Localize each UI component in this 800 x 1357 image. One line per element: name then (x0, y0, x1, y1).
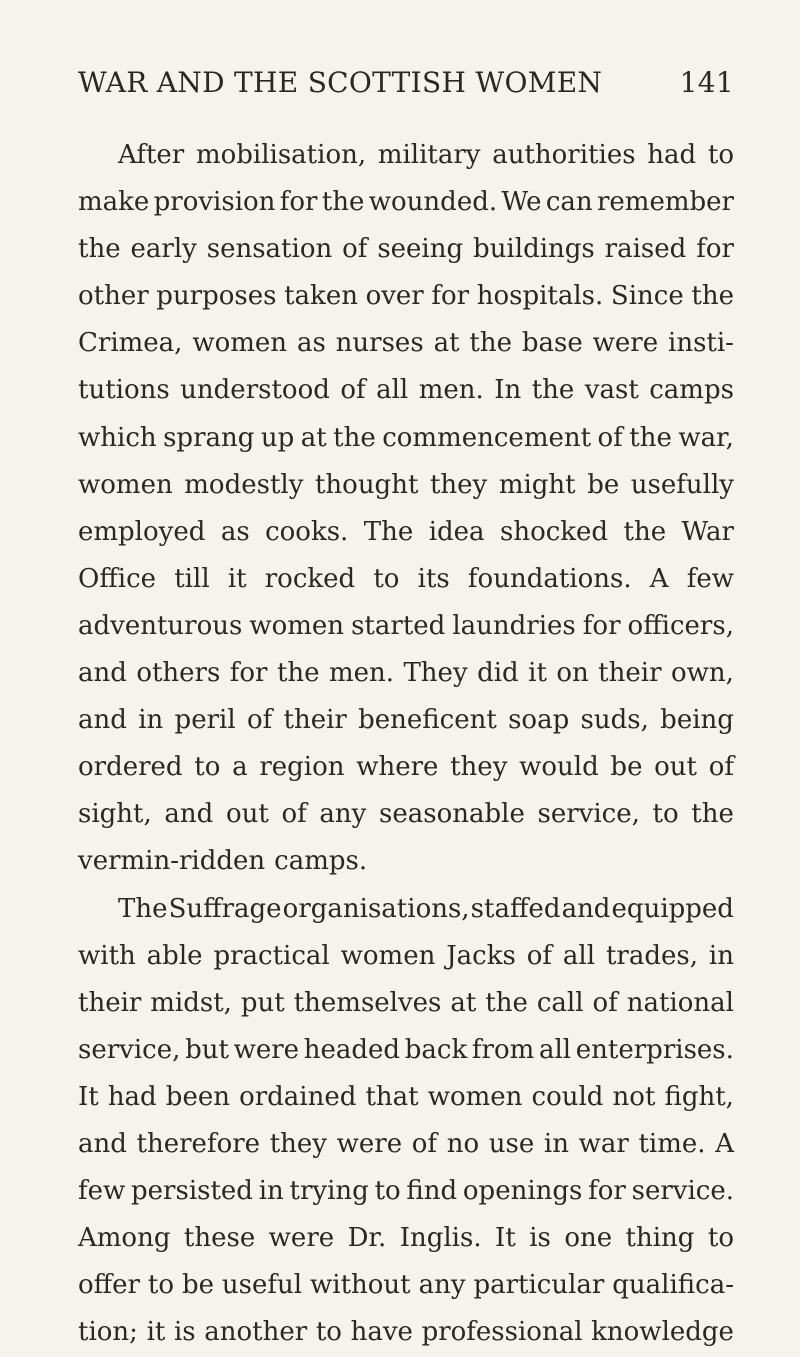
text-line: Crimea, women as nurses at the base were insti- (78, 328, 734, 359)
text-line: service, but were headed back from all enterprises. (78, 1034, 734, 1065)
text-line: Office till it rocked to its foundations. A few (78, 563, 734, 594)
text-line: other purposes taken over for hospitals. Since the (78, 281, 734, 312)
running-title: WAR AND THE SCOTTISH WOMEN (78, 66, 603, 99)
text-line: with able practical women Jacks of all trades, in (78, 940, 734, 971)
text-line: women modestly thought they might be usefully (78, 469, 734, 500)
text-line: few persisted in trying to find openings for service. (78, 1176, 734, 1207)
body-text (78, 132, 734, 1356)
text-line: their midst, put themselves at the call of national (78, 987, 734, 1018)
text-line: and others for the men. They did it on their own, (78, 658, 734, 689)
text-line: tion; it is another to have professional knowledge (78, 1317, 734, 1348)
text-line: sight, and out of any seasonable service, to the (78, 799, 734, 830)
text-line: After mobilisation, military authorities had to (118, 140, 734, 170)
text-line: ordered to a region where they would be out of (78, 752, 734, 783)
text-line: employed as cooks. The idea shocked the War (78, 516, 734, 547)
text-line: and in peril of their beneficent soap suds, being (78, 705, 734, 736)
text-line: vermin-ridden camps. (78, 846, 368, 877)
text-line: Among these were Dr. Inglis. It is one thing to (78, 1223, 734, 1254)
text-line: and therefore they were of no use in war time. A (78, 1128, 734, 1159)
running-head (78, 66, 734, 112)
text-line: make provision for the wounded. We can remember (78, 187, 734, 218)
text-line: It had been ordained that women could not fight, (78, 1081, 734, 1112)
text-line: the early sensation of seeing buildings raised for (78, 234, 734, 265)
text-line: offer to be useful without any particular qualifica- (78, 1270, 734, 1301)
page-number: 141 (679, 66, 734, 99)
text-line: which sprang up at the commencement of the war, (78, 422, 734, 453)
text-line: The Suffrage organisations, staffed and equipped (118, 893, 734, 924)
text-line: tutions understood of all men. In the vast camps (78, 375, 734, 406)
text-line: adventurous women started laundries for officers, (78, 610, 734, 641)
